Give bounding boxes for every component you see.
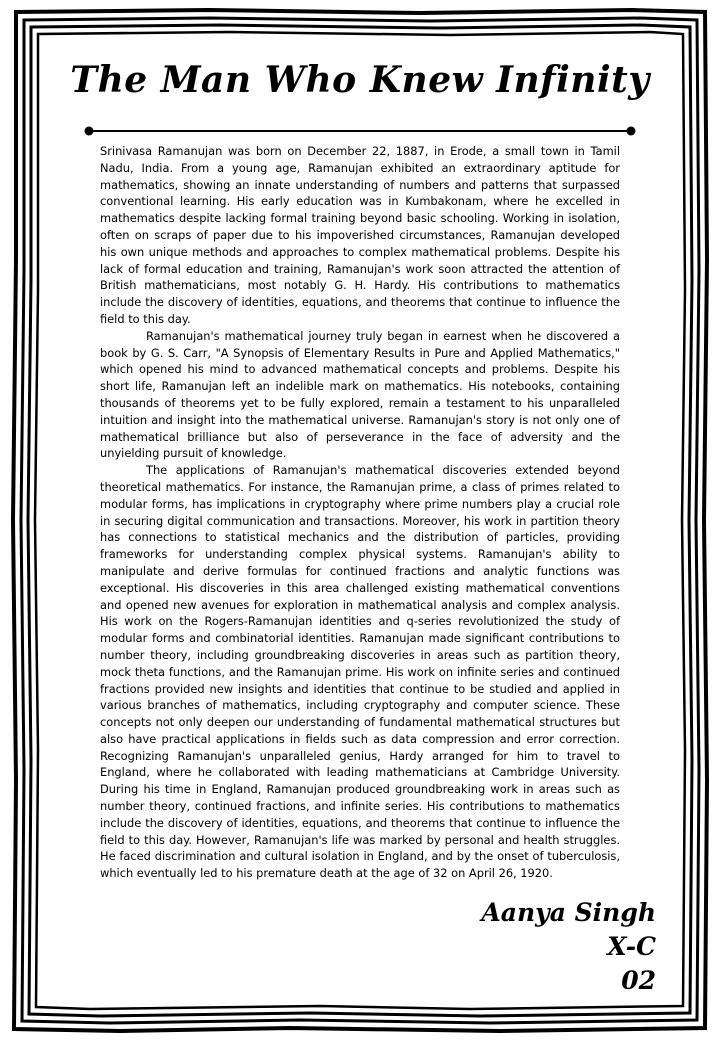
paragraph-1: Srinivasa Ramanujan was born on December 22, 1887, in Erode, a small town in Tamil Nadu, India. From a young age, Ramanujan exhibited an extraordinary aptitude for mathematics, showing an innate understanding of numbers and patterns that surpassed conventional learning. His early education was in Kumbakonam, where he excelled in mathematics despite lacking formal training beyond basic schooling. Working in isolation, often on scraps of paper due to his impoverished circumstances, Ramanujan developed his own unique methods and approaches to complex mathematical problems. Despite his lack of formal education and training, Ramanujan's work soon attracted the attention of British mathematicians, most notably G. H. Hardy. His contributions to mathematics include the discovery of identities, equations, and theorems that continue to influence the field to this day. — [100, 144, 620, 326]
divider-dot-left — [85, 127, 94, 136]
paragraph-3: The applications of Ramanujan's mathematical discoveries extended beyond theoretical mathematics. For instance, the Ramanujan prime, a class of primes related to modular forms, has implications in cryptography where prime numbers play a crucial role in securing digital communication and transactions. Moreover, his work in partition theory has connections to statistical mechanics and the distribution of particles, providing frameworks for understanding complex physical systems. Ramanujan's ability to manipulate and derive formulas for continued fractions and analytic functions was exceptional. His discoveries in this area challenged existing mathematical conventions and opened new avenues for exploration in mathematical analysis and complex analysis. His work on the Rogers-Ramanujan identities and q-series revolutionized the study of modular forms and combinatorial identities. Ramanujan made significant contributions to number theory, including groundbreaking discoveries in areas such as partition theory, mock theta functions, and the Ramanujan prime. His work on infinite series and continued fractions provided new insights and identities that continue to be studied and applied in various branches of mathematics, including cryptography and computer science. These concepts not only deepen our understanding of fundamental mathematical structures but also have practical applications in fields such as data compression and error correction. Recognizing Ramanujan's unparalleled genius, Hardy arranged for him to travel to England, where he collaborated with leading mathematicians at Cambridge University. During his time in England, Ramanujan produced groundbreaking work in areas such as number theory, continued fractions, and infinite series. His contributions to mathematics include the discovery of identities, equations, and theorems that continue to influence the field to this day. However, Ramanujan's life was marked by personal and health struggles. He faced discrimination and cultural isolation in England, and by the onset of tuberculosis, which eventually led to his premature death at the age of 32 on April 26, 1920. — [100, 463, 620, 881]
page-title: The Man Who Knew Infinity — [70, 59, 650, 101]
paragraph-2: Ramanujan's mathematical journey truly began in earnest when he discovered a book by G. S. Carr, "A Synopsis of Elementary Results in Pure and Applied Mathematics," which opened his mind to advanced mathematical concepts and problems. Despite his short life, Ramanujan left an indelible mark on mathematics. His notebooks, containing thousands of theorems yet to be fully explored, remain a testament to his unparalleled intuition and insight into the mathematical universe. Ramanujan's story is not only one of mathematical brilliance but also of perseverance in the face of adversity and the unyielding pursuit of knowledge. — [100, 328, 620, 461]
author-class: X-C — [607, 932, 656, 961]
author-name: Aanya Singh — [481, 898, 656, 927]
author-roll-number: 02 — [621, 966, 656, 995]
divider-dot-right — [627, 127, 636, 136]
essay-body — [100, 143, 620, 882]
author-signature — [481, 896, 656, 998]
title-divider — [84, 126, 636, 136]
